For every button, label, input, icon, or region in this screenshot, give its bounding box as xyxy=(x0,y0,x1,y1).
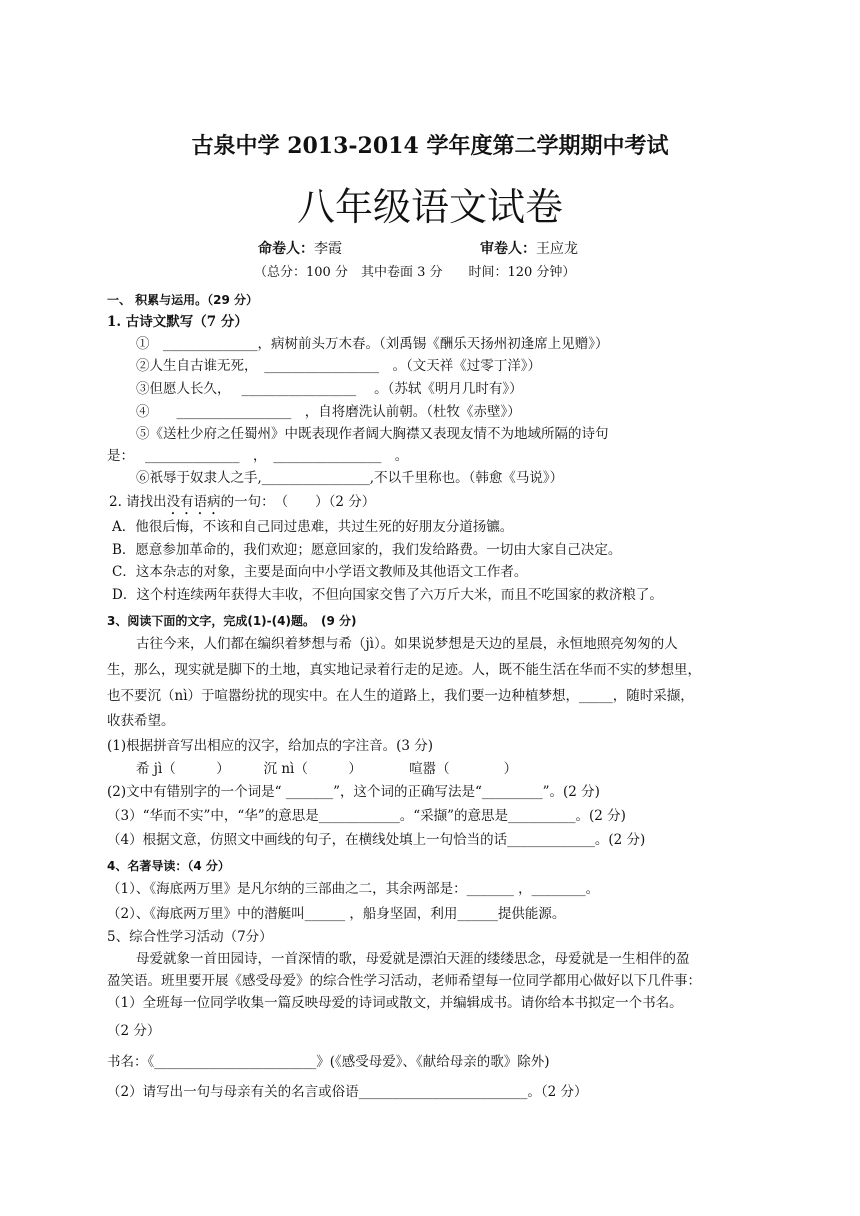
q1-line-4: ④ _________________ ，自将磨洗认前朝。（杜牧《赤壁》） xyxy=(136,404,521,420)
school-title: 古泉中学 2013-2014 学年度第二学期期中考试 xyxy=(191,133,669,159)
q5-book-name: 书名：《________________________》(《感受母爱》、《献给母亲的歌》除外) xyxy=(107,1054,550,1070)
q5-sub1: （1）全班每一位同学收集一篇反映母爱的诗词或散文，并编辑成书。请你给本书拟定一个书名。 xyxy=(107,995,683,1011)
q3-sub4: （4）根据文意，仿照文中画线的句子，在横线处填上一句恰当的话_____________。(2 分) xyxy=(107,832,646,848)
q2-question xyxy=(109,493,375,518)
q3-sub1: (1)根据拼音写出相应的汉字，给加点的字注音。(3 分) xyxy=(107,738,434,754)
q4-line-2: （2）、《海底两万里》中的潜艇叫______ ，船身坚固，利用______提供能源。 xyxy=(107,906,566,922)
q4-line-1: （1）、《海底两万里》是凡尔纳的三部曲之二，其余两部是：_______ ，________。 xyxy=(107,881,600,897)
reviewer-label: 审卷人： xyxy=(480,241,536,257)
setter-name: 李霞 xyxy=(314,241,342,257)
q5-passage-2: 盈笑语。班里要开展《感受母爱》的综合性学习活动，老师希望每一位同学都用心做好以下几件事： xyxy=(107,973,701,989)
q2-option-d: D．这个村连续两年获得大丰收，不但向国家交售了六万斤大米，而且不吃国家的救济粮了。 xyxy=(112,587,663,603)
q4-heading: 4、名著导读：（4 分） xyxy=(107,859,230,873)
q3-sub2: (2)文中有错别字的一个词是“ _______”，这个词的正确写法是“_________”。(2 分) xyxy=(107,784,600,800)
q3-sub3: （3）“华而不实”中，“华”的意思是____________。“采撷”的意思是__________。(2 分) xyxy=(107,808,626,824)
q1-line-5: ⑤《送杜少府之任蜀州》中既表现作者阔大胸襟又表现友情不为地域所隔的诗句 xyxy=(136,426,609,442)
q2-suffix: 的一句： （ ）（2 分） xyxy=(220,494,376,510)
q2-option-a: A．他很后悔，不该和自己同过患难，共过生死的好朋友分道扬镳。 xyxy=(112,519,514,535)
q3-pinyin-line: 希 jì（ ） 沉 nì（ ） 喧嚣（ ） xyxy=(136,761,518,777)
q3-passage-2: 生，那么，现实就是脚下的土地，真实地记录着行走的足迹。人，既不能生活在华而不实的梦想里， xyxy=(107,662,701,678)
q2-prefix: 2. 请找出 xyxy=(109,494,167,510)
q3-passage-3: 也不要沉（nì）于喧嚣纷扰的现实中。在人生的道路上，我们要一边种植梦想，_____，随时采撷， xyxy=(107,688,694,704)
setter-label: 命卷人： xyxy=(258,241,314,257)
reviewer-name: 王应龙 xyxy=(536,241,578,257)
q1-line-6: 是： ______________ ， ________________ 。 xyxy=(107,448,409,464)
q3-passage-1: 古往今来，人们都在编织着梦想与希（jì）。如果说梦想是天边的星晨，永恒地照亮匆匆的人 xyxy=(136,636,678,652)
q2-emphasis: 没有语病 xyxy=(166,494,221,510)
q1-line-2: ②人生自古谁无死， _________________ 。（文天祥《过零丁洋》） xyxy=(136,358,541,374)
paper-title: 八年级语文试卷 xyxy=(296,185,563,229)
q2-option-b: B．愿意参加革命的，我们欢迎；愿意回家的，我们发给路费。一切由大家自己决定。 xyxy=(112,542,622,558)
q3-heading: 3、阅读下面的文字，完成(1)-(4)题。 (9 分) xyxy=(107,614,357,628)
q1-heading: 1. 古诗文默写（7 分） xyxy=(107,314,248,330)
q3-passage-4: 收获希望。 xyxy=(107,713,175,729)
q1-line-1: ① ______________，病树前头万木春。（刘禹锡《酬乐天扬州初逢席上见赠》） xyxy=(136,336,609,352)
q1-line-3: ③但愿人长久， _________________ 。（苏轼《明月几时有》） xyxy=(136,381,523,397)
q1-line-7: ⑥祇辱于奴隶人之手,________________,不以千里称也。（韩愈《马说》） xyxy=(136,470,564,486)
setter-line xyxy=(258,240,342,258)
q5-sub2: （2）请写出一句与母亲有关的名言或俗语_________________________。（2 分） xyxy=(107,1084,588,1100)
section1-heading: 一、 积累与运用。（29 分） xyxy=(107,293,259,307)
q5-heading: 5、综合性学习活动（7分） xyxy=(107,929,273,945)
q2-option-c: C．这本杂志的对象，主要是面向中小学语文教师及其他语文工作者。 xyxy=(112,564,528,580)
exam-info: （总分：100 分 其中卷面 3 分 时间：120 分钟） xyxy=(254,265,576,280)
q5-sub1-score: （2 分） xyxy=(107,1023,161,1039)
reviewer-line xyxy=(480,240,578,258)
q5-passage-1: 母爱就象一首田园诗，一首深情的歌，母爱就是漂泊天涯的缕缕思念，母爱就是一生相伴的盈 xyxy=(136,951,690,967)
